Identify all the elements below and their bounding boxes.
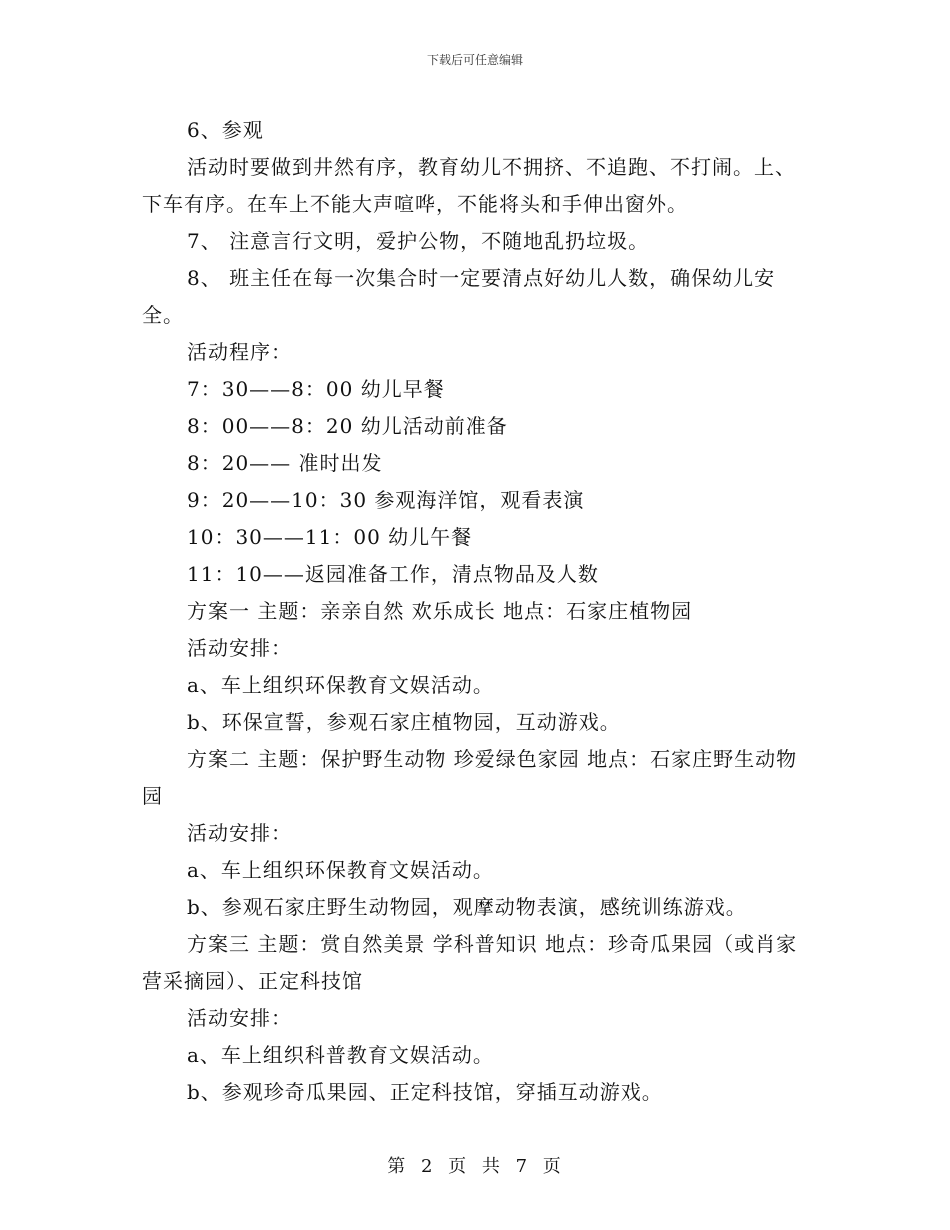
schedule-item-preparation: 8：00——8：20 幼儿活动前准备 <box>187 414 508 438</box>
plan-two-arrangement-label: 活动安排： <box>187 821 292 845</box>
paragraph-item-6-visit: 6、参观 <box>187 118 264 142</box>
schedule-item-departure: 8：20—— 准时出发 <box>187 451 383 475</box>
plan-one-arrangement-label: 活动安排： <box>187 636 292 660</box>
section-heading-activity-schedule: 活动程序： <box>187 340 292 364</box>
plan-one-item-b: b、环保宣誓，参观石家庄植物园，互动游戏。 <box>187 710 621 734</box>
paragraph-visit-rules: 活动时要做到井然有序，教育幼儿不拥挤、不追跑、不打闹。上、下车有序。在车上不能大声喧哗，不能将头和手伸出窗外。 <box>142 155 796 216</box>
plan-two-heading: 方案二 主题：保护野生动物 珍爱绿色家园 地点：石家庄野生动物园 <box>142 747 798 808</box>
schedule-item-lunch: 10：30——11：00 幼儿午餐 <box>187 525 473 549</box>
plan-three-arrangement-label: 活动安排： <box>187 1006 292 1030</box>
plan-three-item-b: b、参观珍奇瓜果园、正定科技馆，穿插互动游戏。 <box>187 1080 663 1104</box>
page-header: 下载后可任意编辑 <box>426 53 523 67</box>
paragraph-item-8-headcount: 8、 班主任在每一次集合时一定要清点好幼儿人数，确保幼儿安全。 <box>142 266 776 327</box>
schedule-item-return: 11：10——返园准备工作，清点物品及人数 <box>187 562 599 586</box>
plan-two-item-b: b、参观石家庄野生动物园，观摩动物表演，感统训练游戏。 <box>187 895 747 919</box>
plan-one-heading: 方案一 主题：亲亲自然 欢乐成长 地点：石家庄植物园 <box>187 599 693 623</box>
paragraph-item-7-civility: 7、 注意言行文明，爱护公物，不随地乱扔垃圾。 <box>187 229 650 253</box>
plan-three-item-a: a、车上组织科普教育文娱活动。 <box>187 1043 494 1067</box>
schedule-item-aquarium: 9：20——10：30 参观海洋馆，观看表演 <box>187 488 585 512</box>
plan-two-item-a: a、车上组织环保教育文娱活动。 <box>187 858 494 882</box>
plan-three-heading: 方案三 主题：赏自然美景 学科普知识 地点：珍奇瓜果园（或肖家营采摘园）、正定科技馆 <box>142 932 798 993</box>
schedule-item-breakfast: 7：30——8：00 幼儿早餐 <box>187 377 445 401</box>
page-number-footer: 第 2 页 共 7 页 <box>387 1156 563 1177</box>
plan-one-item-a: a、车上组织环保教育文娱活动。 <box>187 673 494 697</box>
document-body <box>142 112 810 1111</box>
